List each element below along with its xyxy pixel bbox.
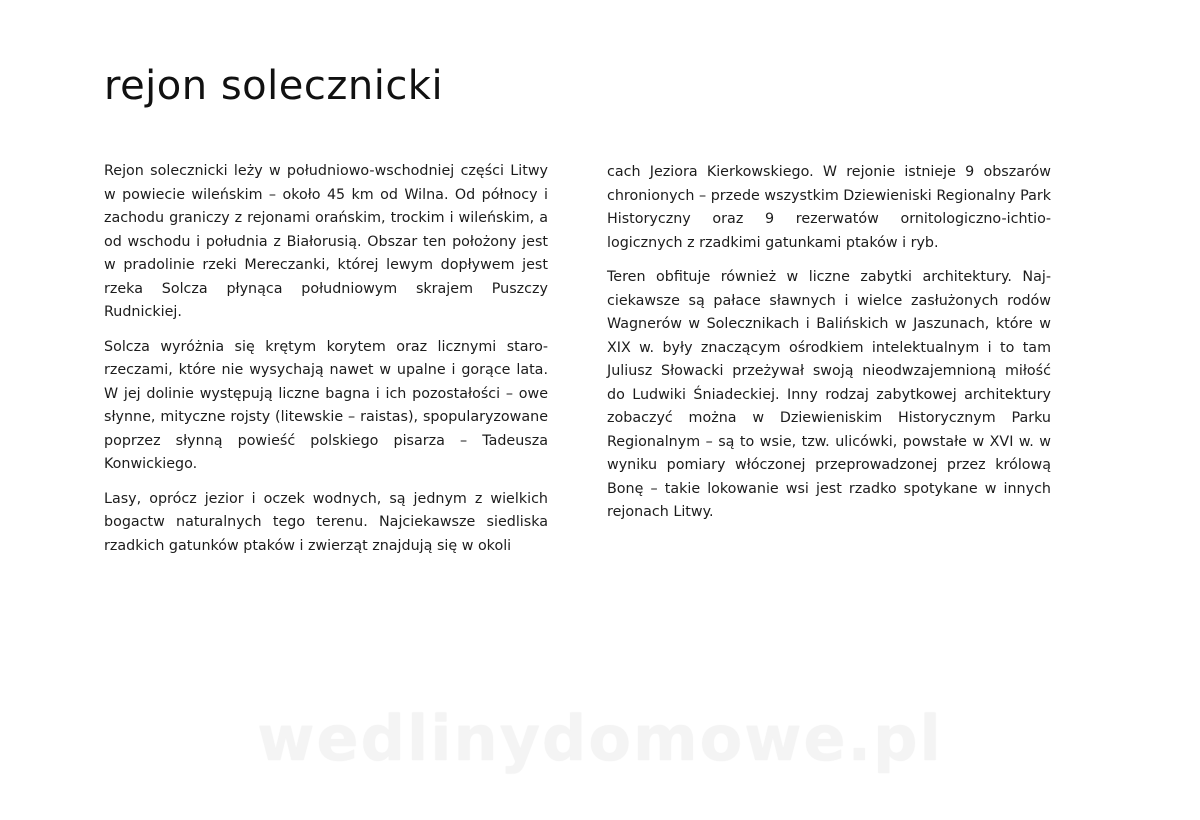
- paragraph: Solcza wyróżnia się krętym korytem oraz licznymi starorzeczami, które nie wysychają nawet w upalne i gorące lata. W jej dolinie występują liczne bagna i ich pozostałości – owe słynne, mityczne rojsty (litewskie – raistas), spopularyzowane poprzez słynną powieść polskiego pisarza – Tadeusza Konwickiego.: [104, 338, 548, 472]
- text-column-left: [104, 160, 548, 569]
- paragraph: cach Jeziora Kierkowskiego. W rejonie istnieje 9 obszarów chronionych – przede wszystkim Dziewieniski Regionalny Park Historyczny oraz 9 rezerwatów ornitologiczno-ichtiologicznych z rzadkimi gatunkami ptaków i ryb.: [607, 164, 1051, 251]
- watermark: wedlinydomowe.pl: [257, 702, 943, 775]
- paragraph: Teren obfituje również w liczne zabytki architektury. Najciekawsze są pałace sławnych i wielce zasłużonych rodów Wagnerów w Solecznikach i Balińskich w Jaszunach, które w XIX w. były znaczącym ośrodkiem intelektualnym i to tam Juliusz Słowacki przeżywał swoją nieodwzajemnioną miłość do Ludwiki Śniadeckiej. Inny rodzaj zabytkowej architektury zobaczyć można w Dziewieniskim Historycznym Parku Regionalnym – są to wsie, tzw. ulicówki, powstałe w XVI w. w wyniku pomiary włóczonej przeprowadzonej przez królową Bonę – takie lokowanie wsi jest rzadko spotykane w innych rejonach Litwy.: [607, 269, 1051, 520]
- page-title: rejon solecznicki: [104, 63, 444, 109]
- text-column-right: [607, 161, 1051, 536]
- paragraph: Rejon solecznicki leży w południowo-wschodniej części Litwy w powiecie wileńskim – około 45 km od Wilna. Od północy i zachodu graniczy z rejonami orańskim, trockim i wileńskim, a od wschodu i południa z Białorusią. Obszar ten położony jest w pradolinie rzeki Mereczanki, której lewym dopływem jest rzeka Solcza płynąca południowym skrajem Puszczy Rudnickiej.: [104, 163, 548, 320]
- paragraph: Lasy, oprócz jezior i oczek wodnych, są jednym z wielkich bogactw naturalnych tego terenu. Najciekawsze siedliska rzadkich gatunków ptaków i zwierząt znajdują się w okoli: [104, 490, 548, 554]
